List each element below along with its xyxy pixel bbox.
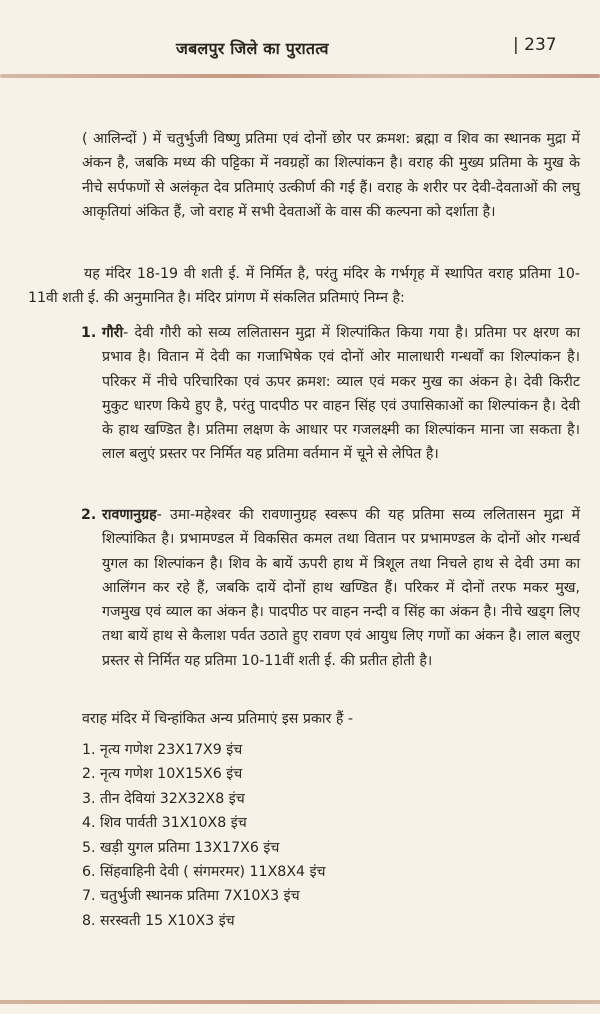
item-text: - उमा-महेश्वर की रावणानुग्रह स्वरूप की यह प्रतिमा सव्य ललितासन मुद्रा में शिल्पांकित है। प्रभामण्डल में विकसित कमल तथा वितान पर प्रभामण्डल के दोनों ओर गन्धर्व युगल का शिल्पांकन है। शिव के बायें ऊपरी हाथ में त्रिशूल तथा निचले हाथ से देवी उमा का आलिंगन कर रहे हैं, जबकि दायें दोनों हाथ खण्डित हैं। परिकर में दोनों तरफ मकर मुख, गजमुख एवं व्याल का अंकन है। पादपीठ पर वाहन नन्दी व सिंह का अंकन है। नीचे खड्ग लिए तथा बायें हाथ से कैलाश पर्वत उठाते हुए रावण एवं आयुध लिए गणों का अंकन है। लाल बलुए प्रस्तर से निर्मित यह प्रतिमा 10-11वीं शती ई. की प्रतीत होती है। <box>102 507 580 669</box>
list-item: 5. खड़ी युगल प्रतिमा 13X17X6 इंच <box>82 839 280 856</box>
list-item-ravananugraha <box>81 503 580 673</box>
list-item: 2. नृत्य गणेश 10X15X6 इंच <box>82 766 243 783</box>
list-item: 6. सिंहवाहिनी देवी ( संगमरमर) 11X8X4 इंच <box>82 863 326 880</box>
list-intro: वराह मंदिर में चिन्हांकित अन्य प्रतिमाएं इस प्रकार हैं - <box>82 711 354 727</box>
sculpture-list <box>82 738 562 933</box>
page-number: | 237 <box>513 35 557 55</box>
paragraph-aalind: ( आलिन्दों ) में चतुर्भुजी विष्णु प्रतिमा एवं दोनों छोर पर क्रमश: ब्रह्मा व शिव का स्थानक मुद्रा में अंकन है, जबकि मध्य की पट्टिका में नवग्रहों का शिल्पांकन है। वराह की मुख्य प्रतिमा के मुख के नीचे सर्पफणों से अलंकृत देव प्रतिमाएं उत्कीर्ण की गई हैं। वराह के शरीर पर देवी-देवताओं की लघु आकृतियां अंकित हैं, जो वराह में सभी देवताओं के वास की कल्पना को दर्शाता है। <box>82 131 580 220</box>
list-item: 7. चतुर्भुजी स्थानक प्रतिमा 7X10X3 इंच <box>82 888 300 905</box>
footer-rule <box>0 1000 600 1004</box>
item-number: 2. <box>81 507 97 523</box>
list-item: 4. शिव पार्वती 31X10X8 इंच <box>82 815 247 832</box>
page-header <box>0 0 600 78</box>
list-item: 3. तीन देवियां 32X32X8 इंच <box>82 790 245 807</box>
list-item: 1. नृत्य गणेश 23X17X9 इंच <box>82 742 243 758</box>
paragraph-temple-date: यह मंदिर 18-19 वी शती ई. में निर्मित है, परंतु मंदिर के गर्भगृह में स्थापित वराह प्रतिमा 10-11वी शती ई. की अनुमानित है। मंदिर प्रांगण में संकलित प्रतिमाएं निम्न है: <box>28 266 580 307</box>
header-rule <box>0 74 600 78</box>
list-item: 8. सरस्वती 15 X10X3 इंच <box>82 912 235 929</box>
item-term: गौरी <box>102 325 124 341</box>
running-title: जबलपुर जिले का पुरातत्व <box>176 39 329 58</box>
item-text: - देवी गौरी को सव्य ललितासन मुद्रा में शिल्पांकित किया गया है। प्रतिमा पर क्षरण का प्रभाव है। वितान में देवी का गजाभिषेक एवं दोनों ओर मालाधारी गन्धर्वों का शिल्पांकन है। परिकर में नीचे परिचारिका एवं ऊपर क्रमश: व्याल एवं मकर मुख का अंकन हे। देवी किरीट मुकुट धारण किये हुए है, परंतु पादपीठ पर वाहन सिंह एवं उपासिकाओं का शिल्पांकन है। देवी के हाथ खण्डित है। प्रतिमा लक्षण के आधार पर गजलक्ष्मी का शिल्पांकन माना जा सकता है। लाल बलुएं प्रस्तर पर निर्मित यह प्रतिमा वर्तमान में चूने से लेपित है। <box>102 325 580 463</box>
item-term: रावणानुग्रह <box>102 507 157 523</box>
list-item-gauri <box>81 321 580 467</box>
item-number: 1. <box>81 325 97 341</box>
